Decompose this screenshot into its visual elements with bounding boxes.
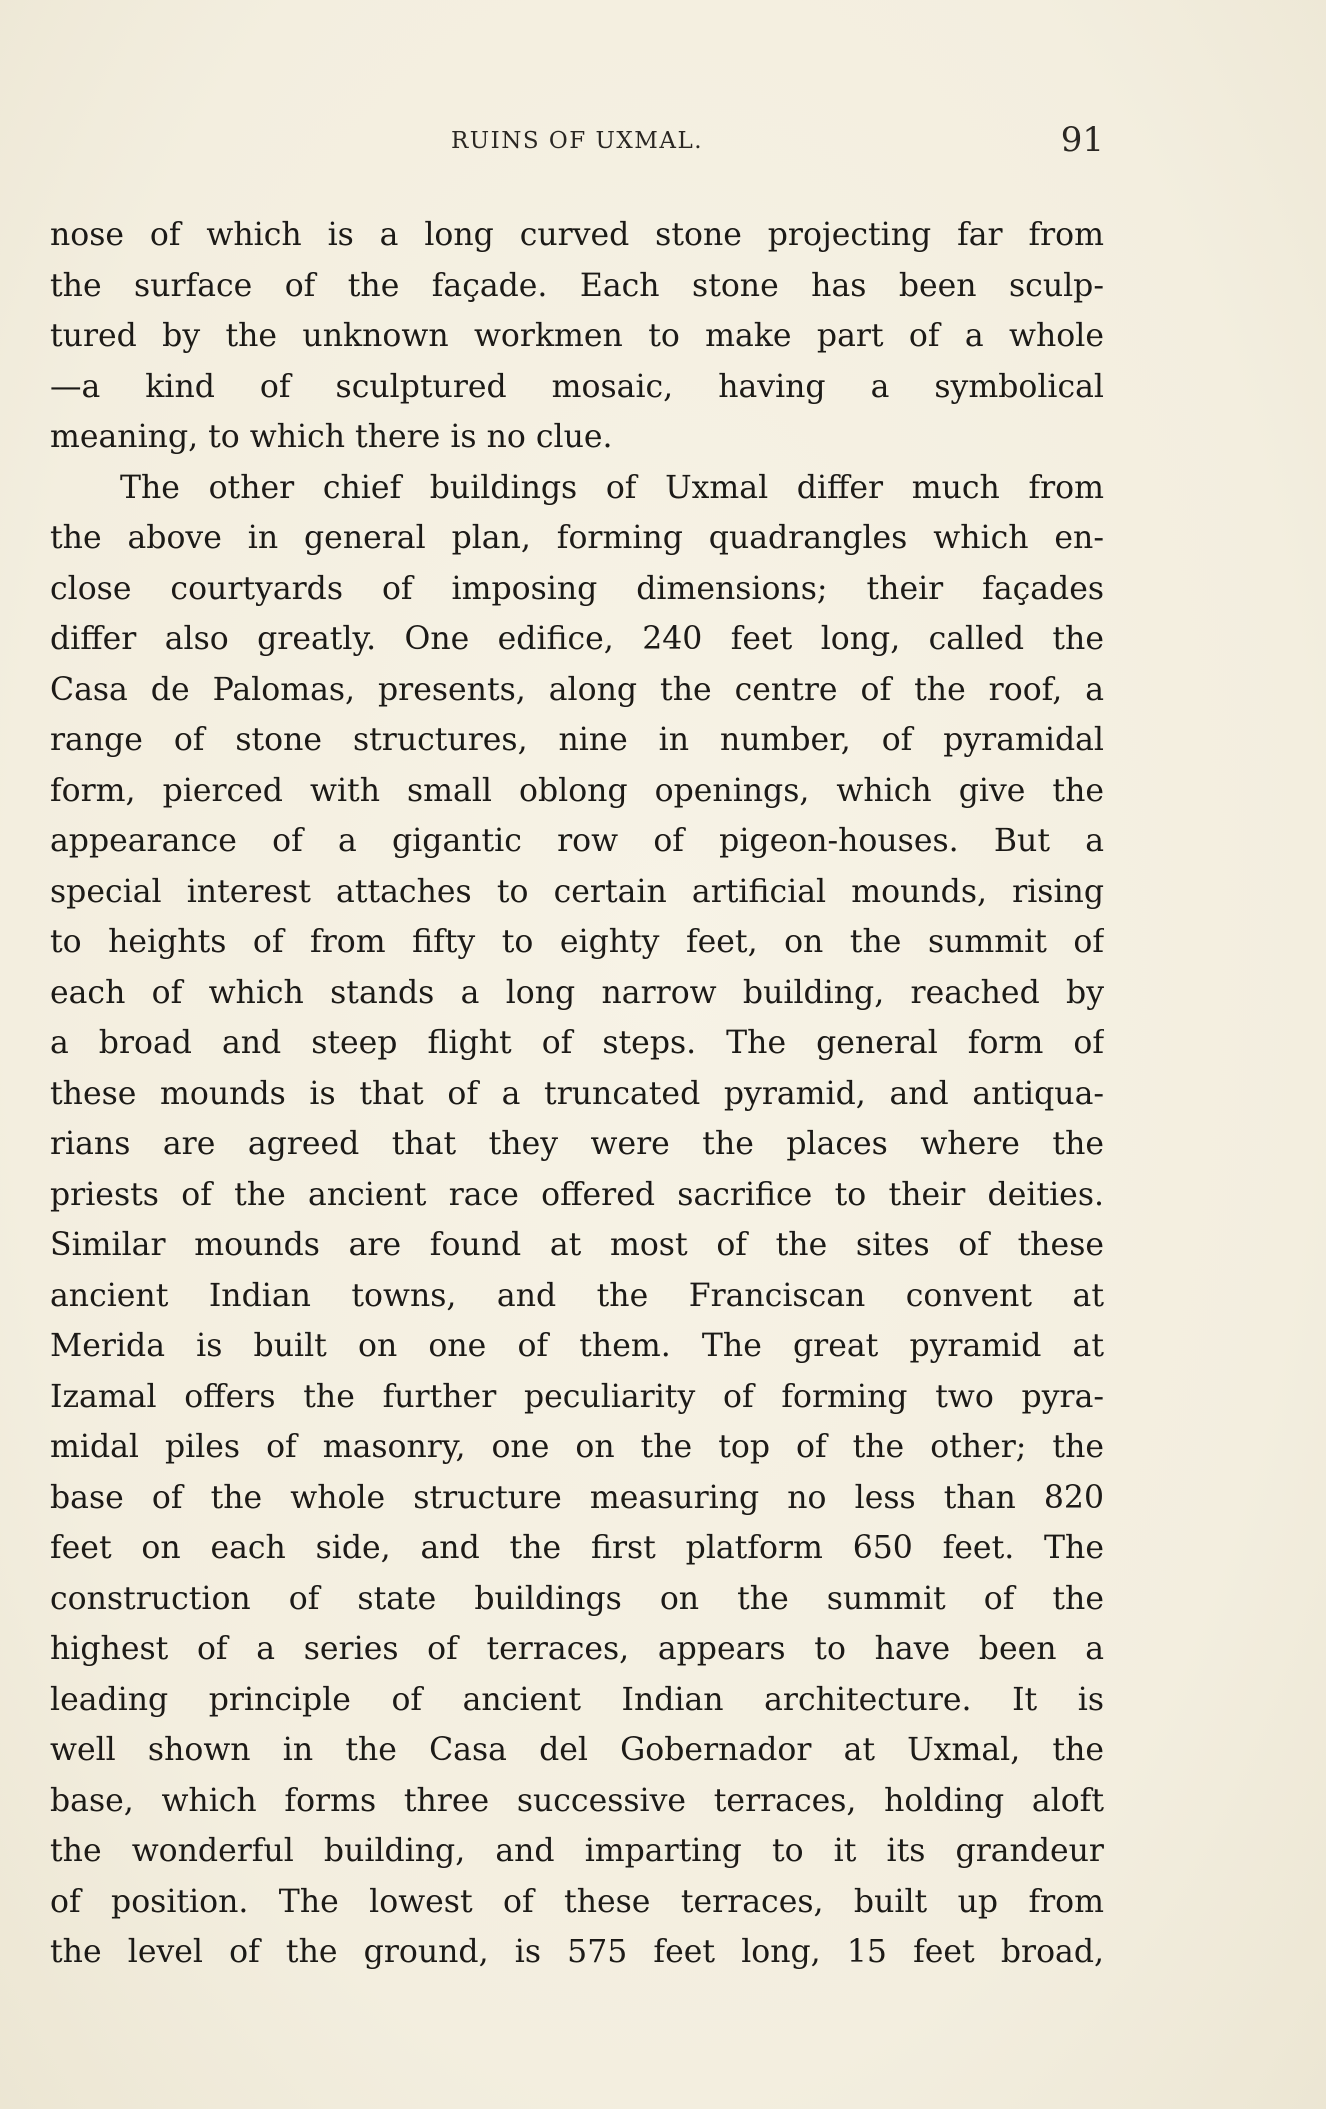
running-title: RUINS OF UXMAL. <box>450 128 704 154</box>
text-line: close courtyards of imposing dimensions; their façades <box>50 570 1104 607</box>
text-line: priests of the ancient race offered sacrifice to their deities. <box>50 1176 1104 1213</box>
text-line: feet on each side, and the first platform 650 feet. The <box>50 1530 1104 1566</box>
text-line: rians are agreed that they were the places where the <box>50 1126 1104 1162</box>
text-line: construction of state buildings on the summit of the <box>50 1580 1104 1617</box>
text-line: differ also greatly. One edifice, 240 feet long, called the <box>50 621 1104 657</box>
text-line: to heights of from fifty to eighty feet, on the summit of <box>50 924 1104 960</box>
text-line: these mounds is that of a truncated pyramid, and antiqua- <box>50 1075 1104 1112</box>
text-line: The other chief buildings of Uxmal differ much from <box>120 469 1104 506</box>
text-line: base, which forms three successive terraces, holding aloft <box>50 1782 1104 1819</box>
text-line: range of stone structures, nine in number, of pyramidal <box>50 722 1104 758</box>
text-line: nose of which is a long curved stone projecting far from <box>50 217 1104 253</box>
text-line: well shown in the Casa del Gobernador at Uxmal, the <box>50 1732 1104 1768</box>
text-line: of position. The lowest of these terraces, built up from <box>50 1883 1104 1920</box>
text-line: highest of a series of terraces, appears to have been a <box>50 1631 1104 1667</box>
text-line: a broad and steep flight of steps. The general form of <box>50 1025 1104 1061</box>
text-line: form, pierced with small oblong openings, which give the <box>50 772 1104 809</box>
text-line: tured by the unknown workmen to make part of a whole <box>50 318 1104 354</box>
text-line: the above in general plan, forming quadrangles which en- <box>50 520 1104 556</box>
page-header <box>50 120 1104 180</box>
page-number: 91 <box>1060 120 1104 160</box>
body-text <box>50 210 1104 1978</box>
text-line: meaning, to which there is no clue. <box>50 419 613 455</box>
text-line: leading principle of ancient Indian architecture. It is <box>50 1681 1104 1718</box>
text-line: the level of the ground, is 575 feet long, 15 feet broad, <box>50 1934 1104 1970</box>
text-line: Casa de Palomas, presents, along the centre of the roof, a <box>50 671 1104 708</box>
text-line: —a kind of sculptured mosaic, having a symbolical <box>50 368 1104 405</box>
text-line: Merida is built on one of them. The great pyramid at <box>50 1328 1104 1364</box>
text-line: base of the whole structure measuring no less than 820 <box>50 1479 1104 1516</box>
text-line: Izamal offers the further peculiarity of forming two pyra- <box>50 1378 1104 1415</box>
text-line: each of which stands a long narrow building, reached by <box>50 974 1104 1011</box>
text-line: the wonderful building, and imparting to it its grandeur <box>50 1833 1104 1869</box>
text-line: midal piles of masonry, one on the top of the other; the <box>50 1429 1104 1465</box>
text-line: appearance of a gigantic row of pigeon-houses. But a <box>50 823 1104 859</box>
text-line: Similar mounds are found at most of the sites of these <box>50 1227 1104 1263</box>
text-line: ancient Indian towns, and the Franciscan convent at <box>50 1277 1104 1314</box>
text-line: special interest attaches to certain artificial mounds, rising <box>50 873 1104 910</box>
text-line: the surface of the façade. Each stone has been sculp- <box>50 267 1104 304</box>
